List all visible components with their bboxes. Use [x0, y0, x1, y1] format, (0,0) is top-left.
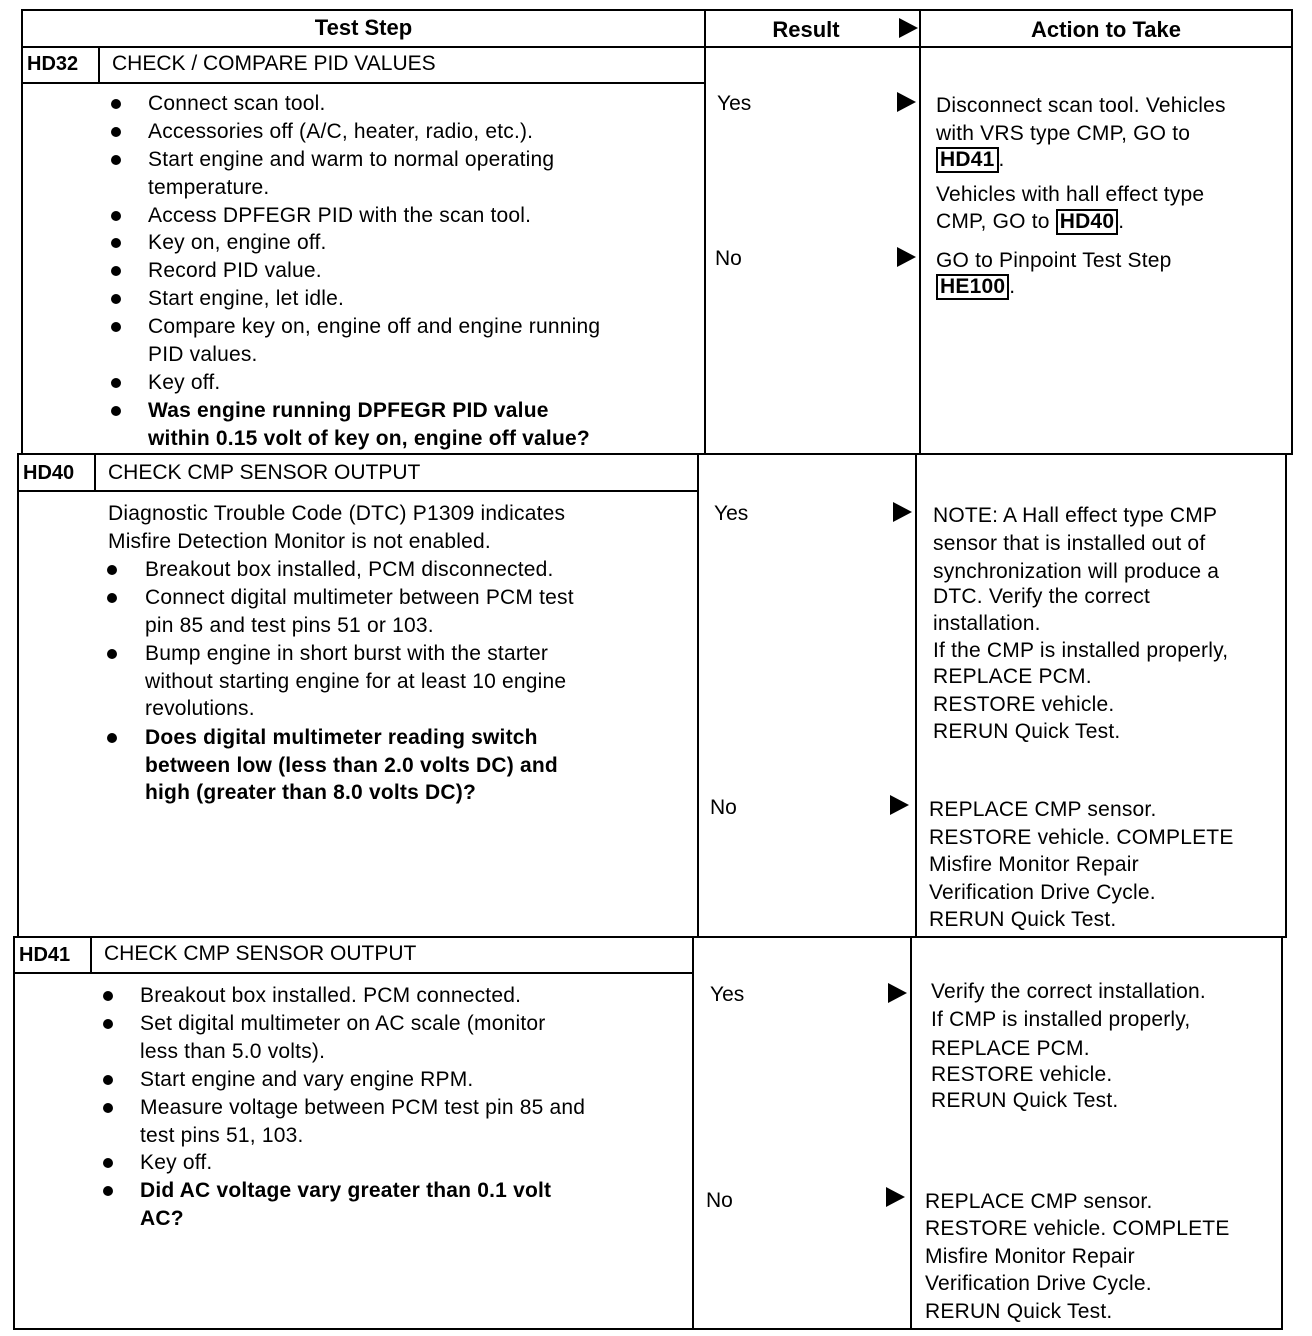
arrow-right-icon	[893, 502, 912, 522]
action-text: installation.	[933, 612, 1041, 635]
table-right-border	[1285, 454, 1287, 937]
action-text: RESTORE vehicle.	[933, 693, 1115, 716]
action-text: RERUN Quick Test.	[933, 720, 1121, 743]
bullet-icon	[111, 322, 121, 332]
header-bottom-border	[21, 46, 1293, 48]
arrow-right-icon	[890, 795, 909, 815]
step-item-text: AC?	[140, 1206, 184, 1230]
action-ref: HD41 .	[936, 146, 1005, 173]
result-yes: Yes	[710, 983, 745, 1006]
action-text: Verify the correct installation.	[931, 980, 1206, 1003]
step-intro: Diagnostic Trouble Code (DTC) P1309 indicates	[108, 502, 566, 525]
bullet-icon	[111, 127, 121, 137]
step-item-text: pin 85 and test pins 51 or 103.	[145, 613, 434, 637]
step-item-text: Start engine, let idle.	[148, 287, 345, 310]
action-text: RESTORE vehicle.	[931, 1063, 1113, 1086]
step-item-text: Connect digital multimeter between PCM test	[145, 586, 574, 609]
result-yes: Yes	[714, 502, 749, 525]
action-text: Disconnect scan tool. Vehicles	[936, 94, 1226, 117]
hd32-code-divider	[98, 46, 100, 83]
result-yes: Yes	[717, 92, 752, 115]
result-no: No	[710, 796, 737, 819]
arrow-right-icon	[886, 1187, 905, 1207]
table-right-border	[1281, 937, 1283, 1330]
action-text: CMP, GO to HD40 .	[936, 210, 1125, 233]
bullet-icon	[111, 155, 121, 165]
step-item-text: Breakout box installed. PCM connected.	[140, 984, 522, 1007]
bullet-icon	[111, 99, 121, 109]
bullet-icon	[111, 378, 121, 388]
step-item-text: Does digital multimeter reading switch	[145, 726, 538, 749]
table-bottom-border	[13, 1328, 1283, 1330]
step-item-text: between low (less than 2.0 volts DC) and	[145, 753, 558, 777]
arrow-right-icon	[897, 247, 916, 267]
bullet-icon	[107, 733, 117, 743]
step-item-text: Did AC voltage vary greater than 0.1 volt	[140, 1179, 552, 1202]
col-divider-2	[915, 454, 917, 937]
step-item-text: Record PID value.	[148, 259, 322, 282]
table-top-border	[21, 9, 1293, 11]
row-divider	[17, 453, 1293, 455]
bullet-icon	[103, 1103, 113, 1113]
arrow-right-icon	[899, 18, 918, 38]
action-text: CMP, GO to	[936, 210, 1050, 233]
bullet-icon	[103, 1186, 113, 1196]
bullet-icon	[111, 238, 121, 248]
action-text: GO to Pinpoint Test Step	[936, 249, 1172, 272]
hd41-code-divider	[90, 937, 92, 973]
header-action: Action to Take	[1031, 17, 1181, 42]
result-no: No	[715, 247, 742, 270]
action-text: RESTORE vehicle. COMPLETE	[925, 1217, 1230, 1240]
step-item-text: less than 5.0 volts).	[140, 1039, 326, 1063]
action-text: If CMP is installed properly,	[931, 1008, 1191, 1031]
action-text: Misfire Monitor Repair	[929, 853, 1139, 876]
step-ref-hd40[interactable]: HD40	[1056, 209, 1119, 235]
action-text: REPLACE CMP sensor.	[925, 1190, 1153, 1213]
bullet-icon	[111, 294, 121, 304]
step-ref-hd41[interactable]: HD41	[936, 147, 999, 173]
bullet-icon	[103, 1158, 113, 1168]
bullet-icon	[111, 266, 121, 276]
step-item-text: Start engine and vary engine RPM.	[140, 1068, 474, 1091]
hd41-title-divider	[13, 972, 694, 974]
bullet-icon	[107, 593, 117, 603]
bullet-icon	[111, 211, 121, 221]
action-text: NOTE: A Hall effect type CMP	[933, 504, 1218, 527]
action-text: REPLACE PCM.	[931, 1037, 1090, 1060]
step-code: HD41	[19, 944, 71, 966]
bullet-icon	[111, 406, 121, 416]
action-text: RERUN Quick Test.	[929, 908, 1117, 931]
table-left-border	[21, 9, 23, 454]
col-divider-1	[692, 937, 694, 1330]
step-item-text: Access DPFEGR PID with the scan tool.	[148, 204, 532, 227]
table-left-border	[13, 937, 15, 1330]
action-text: Verification Drive Cycle.	[929, 881, 1156, 904]
bullet-icon	[103, 1019, 113, 1029]
step-title: CHECK / COMPARE PID VALUES	[112, 52, 436, 75]
action-text: REPLACE PCM.	[933, 665, 1092, 688]
row-divider	[13, 936, 1287, 938]
step-item-text: Measure voltage between PCM test pin 85 and	[140, 1096, 586, 1119]
col-divider-1	[697, 454, 699, 937]
step-item-text: Start engine and warm to normal operating	[148, 148, 555, 171]
step-item-text: test pins 51, 103.	[140, 1123, 304, 1147]
table-right-border	[1291, 9, 1293, 454]
table-left-border	[17, 454, 19, 937]
step-item-text: Key off.	[140, 1151, 213, 1174]
hd40-title-divider	[17, 490, 699, 492]
action-text: REPLACE CMP sensor.	[929, 798, 1157, 821]
hd40-code-divider	[94, 454, 96, 491]
step-item-text: Accessories off (A/C, heater, radio, etc.).	[148, 120, 534, 143]
action-text: with VRS type CMP, GO to	[936, 122, 1191, 145]
bullet-icon	[103, 1075, 113, 1085]
step-item-text: Was engine running DPFEGR PID value	[148, 399, 549, 422]
arrow-right-icon	[888, 983, 907, 1003]
bullet-icon	[107, 565, 117, 575]
action-text: RERUN Quick Test.	[931, 1089, 1119, 1112]
step-ref-he100[interactable]: HE100	[936, 274, 1009, 300]
step-item-text: Compare key on, engine off and engine running	[148, 315, 601, 338]
step-title: CHECK CMP SENSOR OUTPUT	[104, 942, 417, 965]
bullet-icon	[107, 649, 117, 659]
step-title: CHECK CMP SENSOR OUTPUT	[108, 461, 421, 484]
action-text: If the CMP is installed properly,	[933, 639, 1229, 662]
bullet-icon	[103, 991, 113, 1001]
step-item-text: without starting engine for at least 10 engine	[145, 669, 567, 693]
step-item-text: high (greater than 8.0 volts DC)?	[145, 781, 476, 804]
col-divider-1	[704, 9, 706, 454]
hd32-title-divider	[21, 82, 706, 84]
step-item-text: temperature.	[148, 175, 270, 199]
col-divider-2	[919, 9, 921, 454]
step-intro: Misfire Detection Monitor is not enabled.	[108, 530, 491, 553]
step-code: HD32	[27, 53, 79, 75]
action-text: Vehicles with hall effect type	[936, 183, 1205, 206]
col-divider-2	[910, 937, 912, 1330]
action-ref: HE100 .	[936, 273, 1015, 300]
step-item-text: Connect scan tool.	[148, 92, 326, 115]
step-code: HD40	[23, 462, 75, 484]
action-text: Misfire Monitor Repair	[925, 1245, 1135, 1268]
step-item-text: Set digital multimeter on AC scale (monitor	[140, 1012, 546, 1035]
result-no: No	[706, 1189, 733, 1212]
step-item-text: Breakout box installed, PCM disconnected.	[145, 558, 554, 581]
header-result: Result	[772, 17, 840, 42]
arrow-right-icon	[897, 92, 916, 112]
step-item-text: revolutions.	[145, 697, 255, 720]
step-item-text: within 0.15 volt of key on, engine off value?	[148, 426, 590, 450]
header-test-step: Test Step	[314, 15, 413, 40]
action-text: RESTORE vehicle. COMPLETE	[929, 826, 1234, 849]
action-text: RERUN Quick Test.	[925, 1300, 1113, 1323]
action-text: synchronization will produce a	[933, 560, 1220, 583]
step-item-text: Key off.	[148, 371, 221, 394]
action-text: DTC. Verify the correct	[933, 585, 1150, 608]
step-item-text: Key on, engine off.	[148, 231, 327, 254]
action-text: Verification Drive Cycle.	[925, 1272, 1152, 1295]
step-item-text: PID values.	[148, 342, 258, 366]
action-text: sensor that is installed out of	[933, 532, 1206, 555]
step-item-text: Bump engine in short burst with the starter	[145, 642, 549, 665]
